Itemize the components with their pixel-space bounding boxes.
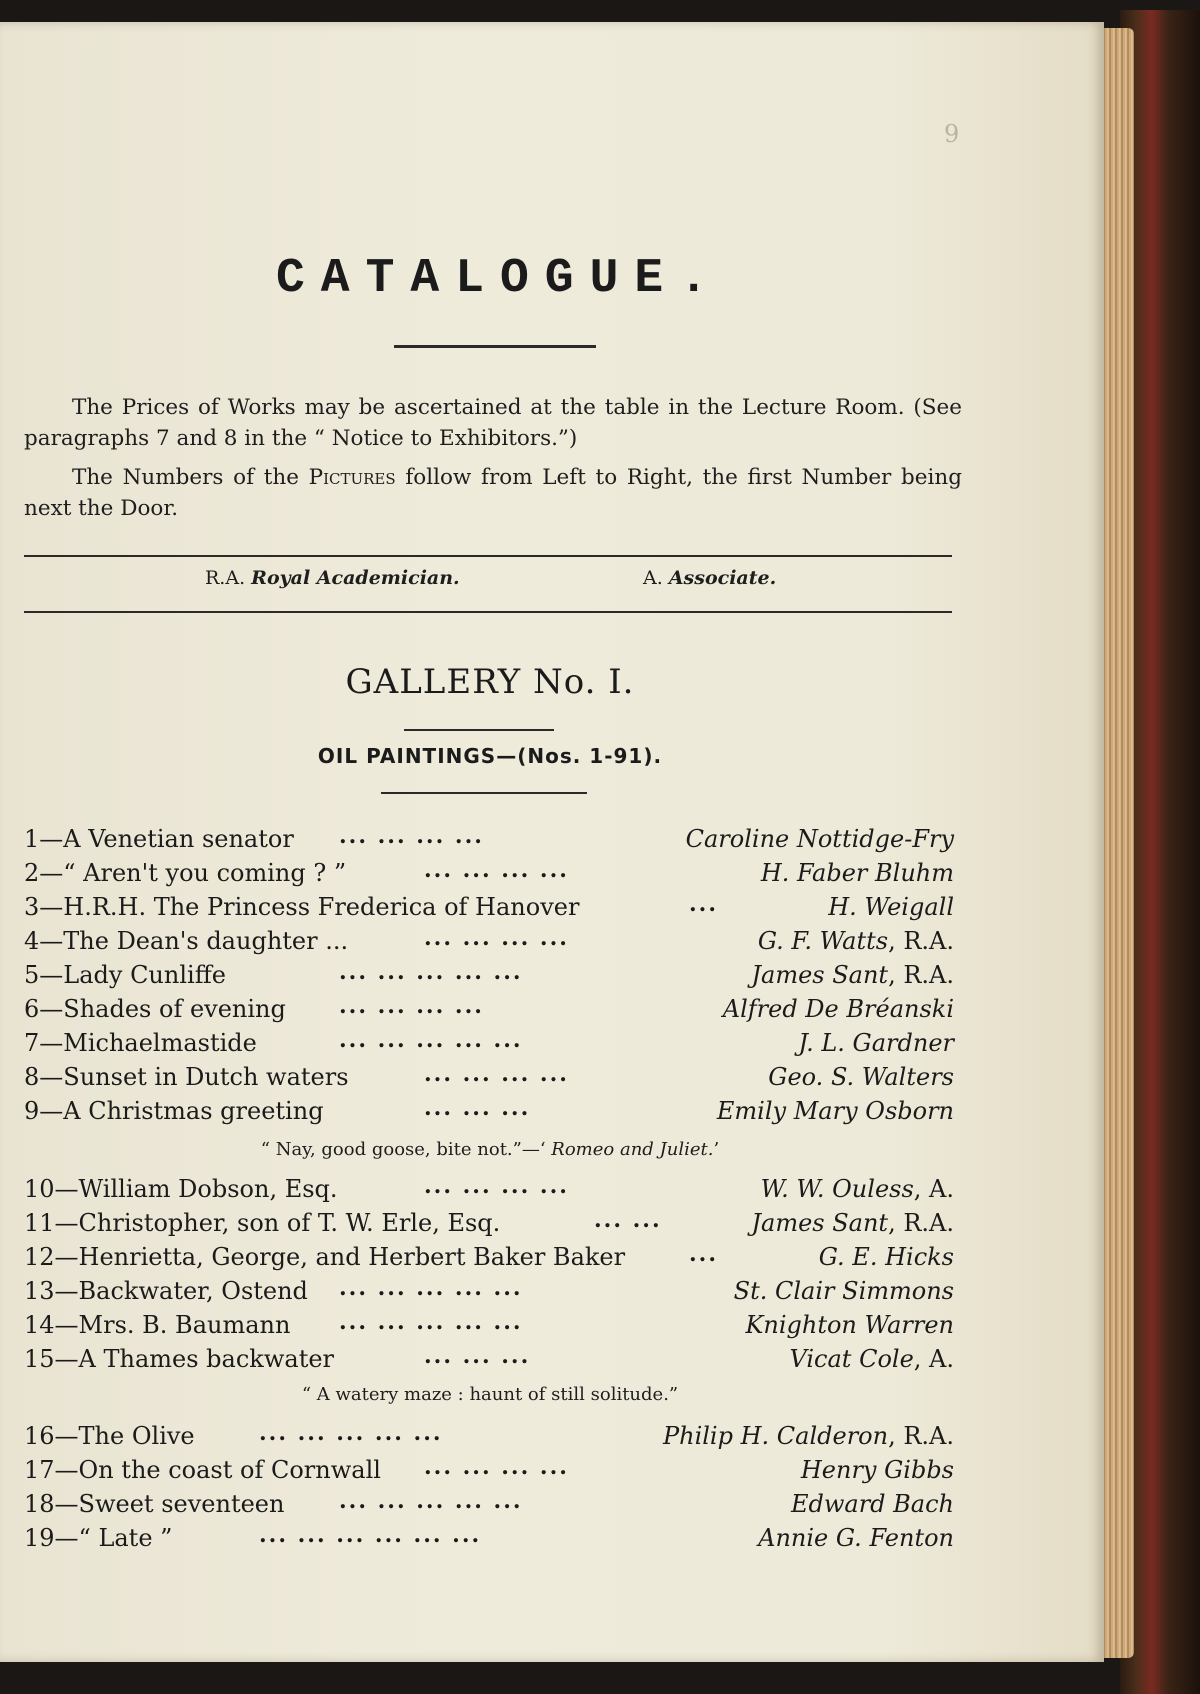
leader-dots: ... ... ... ... ... [339, 1027, 523, 1053]
leader-dots: ... ... ... [424, 1343, 531, 1369]
artist-name: Henry Gibbs [800, 1456, 954, 1484]
catalogue-entry [24, 1524, 954, 1558]
artist-name: Edward Bach [790, 1490, 954, 1518]
leader-dots: ... ... ... ... ... [339, 959, 523, 985]
entry-artist [761, 1175, 954, 1203]
artist-name: J. L. Gardner [798, 1029, 954, 1057]
leader-dots: ... ... ... ... [424, 1454, 569, 1480]
abbr-a-label: Associate. [668, 567, 777, 589]
notice-numbers-smallcaps: Pictures [308, 465, 396, 490]
artist-name: Philip H. Calderon [662, 1422, 889, 1450]
quote-source: Romeo and Juliet. [551, 1139, 714, 1160]
entry-title: 13—Backwater, Ostend [24, 1277, 308, 1305]
leader-dots: ... [689, 1241, 718, 1267]
notice-prices-text: The Prices of Works may be ascertained at the table in the Lecture Room. (See paragraphs 7 and 8 in the “ Notice to Exhibitors.”) [24, 395, 962, 451]
leader-dots: ... ... ... ... [424, 1173, 569, 1199]
gallery-title: GALLERY No. I. [345, 662, 635, 702]
entry-title: 8—Sunset in Dutch waters [24, 1063, 349, 1091]
catalogue-entry [24, 1456, 954, 1490]
leader-dots: ... ... ... ... ... [259, 1420, 443, 1446]
entry-title: 10—William Dobson, Esq. [24, 1175, 338, 1203]
entry-title: 5—Lady Cunliffe [24, 961, 226, 989]
entry-artist [751, 1209, 954, 1237]
catalogue-entry [24, 995, 954, 1029]
leader-dots: ... ... ... ... [339, 993, 484, 1019]
artist-rank: , A. [913, 1345, 954, 1373]
catalogue-entry [24, 1243, 954, 1277]
quote-romeo-juliet [0, 1139, 980, 1160]
leader-dots: ... ... ... [424, 1095, 531, 1121]
quote-watery-maze: “ A watery maze : haunt of still solitude.” [301, 1384, 679, 1405]
entry-artist [734, 1277, 954, 1305]
entry-title: 17—On the coast of Cornwall [24, 1456, 381, 1484]
entry-title: 3—H.R.H. The Princess Frederica of Hanover [24, 893, 580, 921]
section-divider [381, 792, 587, 794]
leader-dots: ... ... ... ... [424, 1061, 569, 1087]
entry-title: 6—Shades of evening [24, 995, 286, 1023]
catalogue-entry [24, 893, 954, 927]
leader-dots: ... ... ... ... ... [339, 1488, 523, 1514]
artist-name: H. Faber Bluhm [760, 859, 954, 887]
catalogue-entry [24, 1490, 954, 1524]
abbr-bottom-rule [24, 611, 952, 613]
notice-prices [24, 392, 962, 454]
catalogue-entry [24, 1029, 954, 1063]
entry-artist [789, 1345, 954, 1373]
artist-name: Geo. S. Walters [768, 1063, 954, 1091]
artist-name: Emily Mary Osborn [716, 1097, 954, 1125]
leader-dots: ... ... [594, 1207, 662, 1233]
leader-dots: ... ... ... ... [424, 925, 569, 951]
catalogue-entry [24, 1097, 954, 1131]
artist-name: H. Weigall [828, 893, 954, 921]
entry-title: 4—The Dean's daughter ... [24, 927, 349, 955]
entry-artist [798, 1029, 954, 1057]
catalogue-entry [24, 1277, 954, 1311]
catalogue-entry [24, 859, 954, 893]
catalogue-entry [24, 1063, 954, 1097]
catalogue-entry [24, 1175, 954, 1209]
artist-name: James Sant [751, 1209, 889, 1237]
artist-name: St. Clair Simmons [733, 1277, 954, 1305]
catalogue-entry [24, 1311, 954, 1345]
catalogue-entry [24, 1422, 954, 1456]
catalogue-entry [24, 1209, 954, 1243]
page-number: 9 [944, 120, 960, 148]
artist-name: Knighton Warren [745, 1311, 954, 1339]
artist-name: W. W. Ouless [760, 1175, 914, 1203]
entry-title: 12—Henrietta, George, and Herbert Baker Baker [24, 1243, 626, 1271]
gallery-divider [404, 729, 554, 731]
artist-name: James Sant [751, 961, 889, 989]
abbr-top-rule [24, 555, 952, 557]
abbr-ra-code: R.A. [205, 567, 246, 589]
title-divider [394, 345, 596, 348]
abbr-royal-academician [205, 567, 460, 589]
leader-dots: ... ... ... ... ... [339, 1275, 523, 1301]
entry-title: 15—A Thames backwater [24, 1345, 335, 1373]
entry-artist [819, 1243, 954, 1271]
entry-artist [686, 825, 954, 853]
entry-artist [758, 1524, 954, 1552]
abbr-associate [643, 567, 776, 589]
leader-dots: ... ... ... ... ... [339, 1309, 523, 1335]
artist-name: Annie G. Fenton [758, 1524, 954, 1552]
notice-numbers-text-b: follow from Left to Right, the first Number being next the Door. [24, 465, 962, 521]
artist-name: G. F. Watts [757, 927, 889, 955]
entry-artist [828, 893, 954, 921]
leader-dots: ... ... ... ... [339, 823, 484, 849]
artist-rank: , A. [913, 1175, 954, 1203]
artist-name: Caroline Nottidge-Fry [685, 825, 954, 853]
catalogue-entry [24, 961, 954, 995]
catalogue-entry [24, 927, 954, 961]
entry-title: 7—Michaelmastide [24, 1029, 257, 1057]
notice-numbers [24, 462, 962, 524]
quote-end: ’ [713, 1139, 720, 1160]
abbr-ra-label: Royal Academician. [251, 567, 460, 589]
leader-dots: ... ... ... ... [424, 857, 569, 883]
page-edges [1100, 28, 1134, 1658]
entry-title: 16—The Olive [24, 1422, 195, 1450]
entry-artist [768, 1063, 954, 1091]
entry-artist [791, 1490, 954, 1518]
catalogue-entry [24, 825, 954, 859]
artist-name: G. E. Hicks [818, 1243, 954, 1271]
leader-dots: ... [689, 891, 718, 917]
entry-artist [663, 1422, 954, 1450]
entry-title: 14—Mrs. B. Baumann [24, 1311, 291, 1339]
quote-text: “ Nay, good goose, bite not.”—‘ [260, 1139, 552, 1160]
entry-artist [758, 927, 954, 955]
notice-numbers-text-a: The Numbers of the [72, 465, 309, 490]
entry-artist [745, 1311, 954, 1339]
leader-dots: ... ... ... ... ... ... [259, 1522, 482, 1548]
catalogue-entry [24, 1345, 954, 1379]
entry-title: 18—Sweet seventeen [24, 1490, 285, 1518]
entry-artist [723, 995, 954, 1023]
artist-rank: , R.A. [888, 927, 954, 955]
artist-rank: , R.A. [888, 1422, 954, 1450]
artist-name: Vicat Cole [789, 1345, 914, 1373]
entry-artist [717, 1097, 954, 1125]
section-title: OIL PAINTINGS—(Nos. 1-91). [317, 744, 663, 768]
entry-artist [761, 859, 954, 887]
entry-title: 1—A Venetian senator [24, 825, 294, 853]
entry-title: 11—Christopher, son of T. W. Erle, Esq. [24, 1209, 501, 1237]
artist-name: Alfred De Bréanski [722, 995, 954, 1023]
catalogue-title: CATALOGUE. [275, 252, 725, 306]
entry-title: 19—“ Late ” [24, 1524, 173, 1552]
entry-title: 9—A Christmas greeting [24, 1097, 324, 1125]
artist-rank: , R.A. [888, 1209, 954, 1237]
entry-title: 2—“ Aren't you coming ? ” [24, 859, 347, 887]
entry-artist [751, 961, 954, 989]
entry-artist [801, 1456, 954, 1484]
artist-rank: , R.A. [888, 961, 954, 989]
abbr-a-code: A. [643, 567, 663, 589]
